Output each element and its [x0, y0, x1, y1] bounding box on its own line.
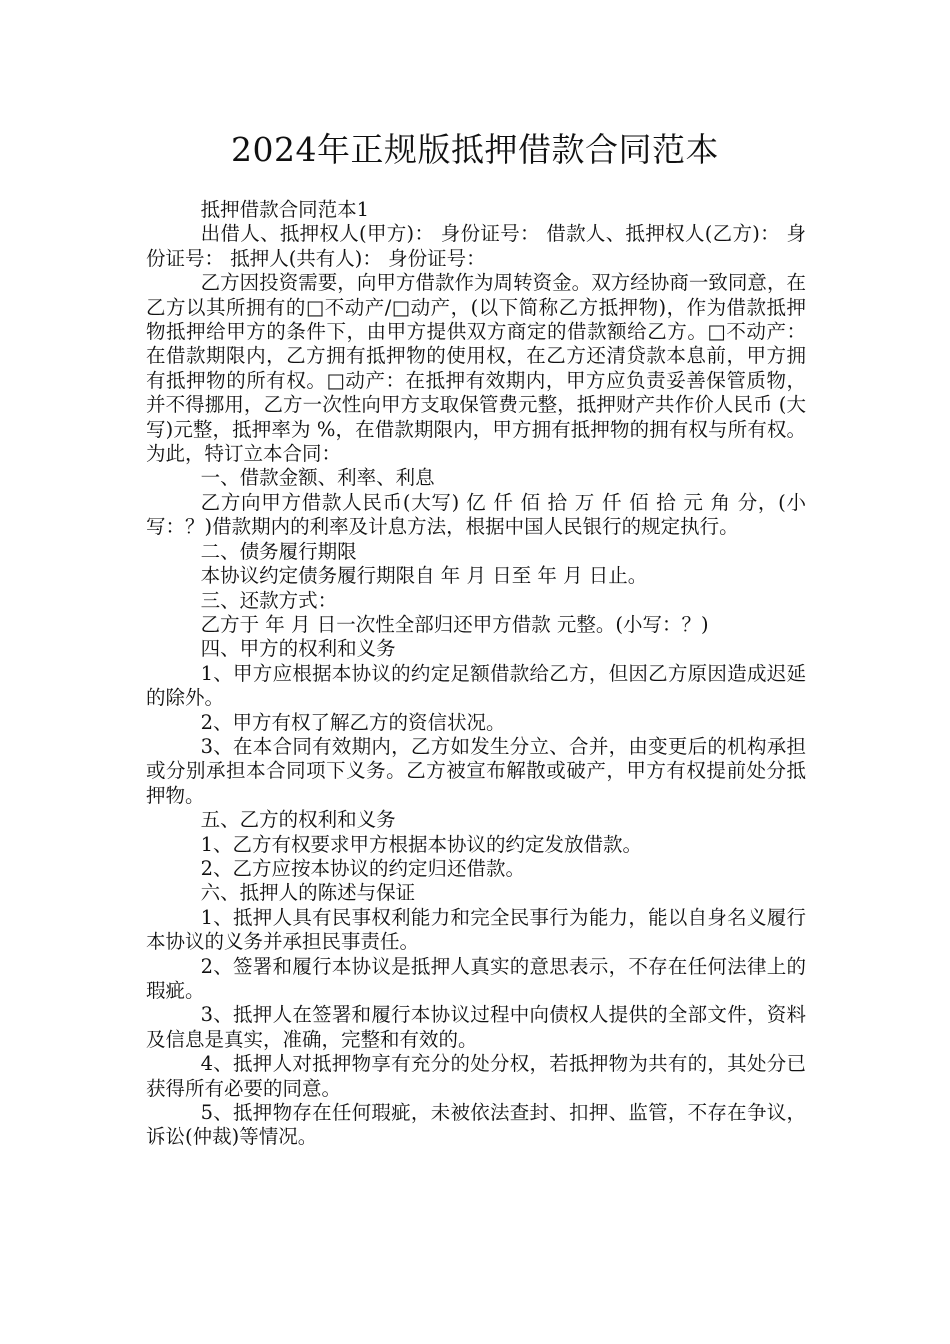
- clause-paragraph: 3、在本合同有效期内，乙方如发生分立、合并，由变更后的机构承担或分别承担本合同项下义务。乙方被宣布解散或破产，甲方有权提前处分抵押物。: [146, 734, 806, 807]
- clause-paragraph: 4、抵押人对抵押物享有充分的处分权，若抵押物为共有的，其处分已获得所有必要的同意。: [146, 1052, 806, 1100]
- clause-paragraph: 1、乙方有权要求甲方根据本协议的约定发放借款。: [200, 832, 643, 856]
- clause-paragraph: 2、甲方有权了解乙方的资信状况。: [200, 710, 506, 734]
- clause-paragraph: 乙方向甲方借款人民币(大写) 亿 仟 佰 拾 万 仟 佰 拾 元 角 分，(小写：？)借款期内的利率及计息方法，根据中国人民银行的规定执行。: [146, 490, 806, 539]
- section-heading: 二、债务履行期限: [200, 539, 357, 563]
- clause-paragraph: 2、乙方应按本协议的约定归还借款。: [200, 856, 526, 880]
- clause-paragraph: 本协议约定债务履行期限自 年 月 日至 年 月 日止。: [200, 564, 648, 588]
- document-title: 2024年正规版抵押借款合同范本: [231, 130, 719, 169]
- section-heading: 一、借款金额、利率、利息: [200, 466, 435, 490]
- section-heading: 三、还款方式：: [200, 588, 338, 612]
- clause-paragraph: 1、甲方应根据本协议的约定足额借款给乙方，但因乙方原因造成迟延的除外。: [146, 661, 806, 710]
- section-heading: 四、甲方的权利和义务: [200, 637, 396, 661]
- preamble-paragraph: 乙方因投资需要，向甲方借款作为周转资金。双方经协商一致同意，在乙方以其所拥有的□不动产/□动产，(以下简称乙方抵押物)，作为借款抵押物抵押给甲方的条件下，由甲方提供双方商定的借款额给乙方。□不动产：在借款期限内，乙方拥有抵押物的使用权，在乙方还清贷款本息前，甲方拥有抵押物的所有权。□动产：在抵押有效期内，甲方应负责妥善保管质物，并不得挪用，乙方一次性向甲方支取保管费元整，抵押财产共作价人民币 (大写)元整，抵押率为 %，在借款期限内，甲方拥有抵押物的拥有权与所有权。为此，特订立本合同：: [146, 271, 806, 466]
- contract-subtitle: 抵押借款合同范本1: [200, 198, 370, 221]
- clause-paragraph: 1、抵押人具有民事权利能力和完全民事行为能力，能以自身名义履行本协议的义务并承担民事责任。: [146, 905, 806, 954]
- section-heading: 六、抵押人的陈述与保证: [200, 881, 416, 905]
- parties-paragraph: 出借人、抵押权人(甲方)： 身份证号： 借款人、抵押权人(乙方)： 身份证号： 抵押人(共有人)： 身份证号：: [146, 222, 806, 270]
- clause-paragraph: 5、抵押物存在任何瑕疵，未被依法查封、扣押、监管，不存在争议，诉讼(仲裁)等情况。: [146, 1101, 806, 1149]
- section-heading: 五、乙方的权利和义务: [200, 808, 396, 832]
- clause-paragraph: 乙方于 年 月 日一次性全部归还甲方借款 元整。(小写：？): [200, 612, 709, 636]
- clause-paragraph: 2、签署和履行本协议是抵押人真实的意思表示，不存在任何法律上的瑕疵。: [146, 954, 806, 1002]
- clause-paragraph: 3、抵押人在签署和履行本协议过程中向债权人提供的全部文件，资料及信息是真实，准确，完整和有效的。: [146, 1003, 806, 1051]
- document-body: [146, 198, 806, 1150]
